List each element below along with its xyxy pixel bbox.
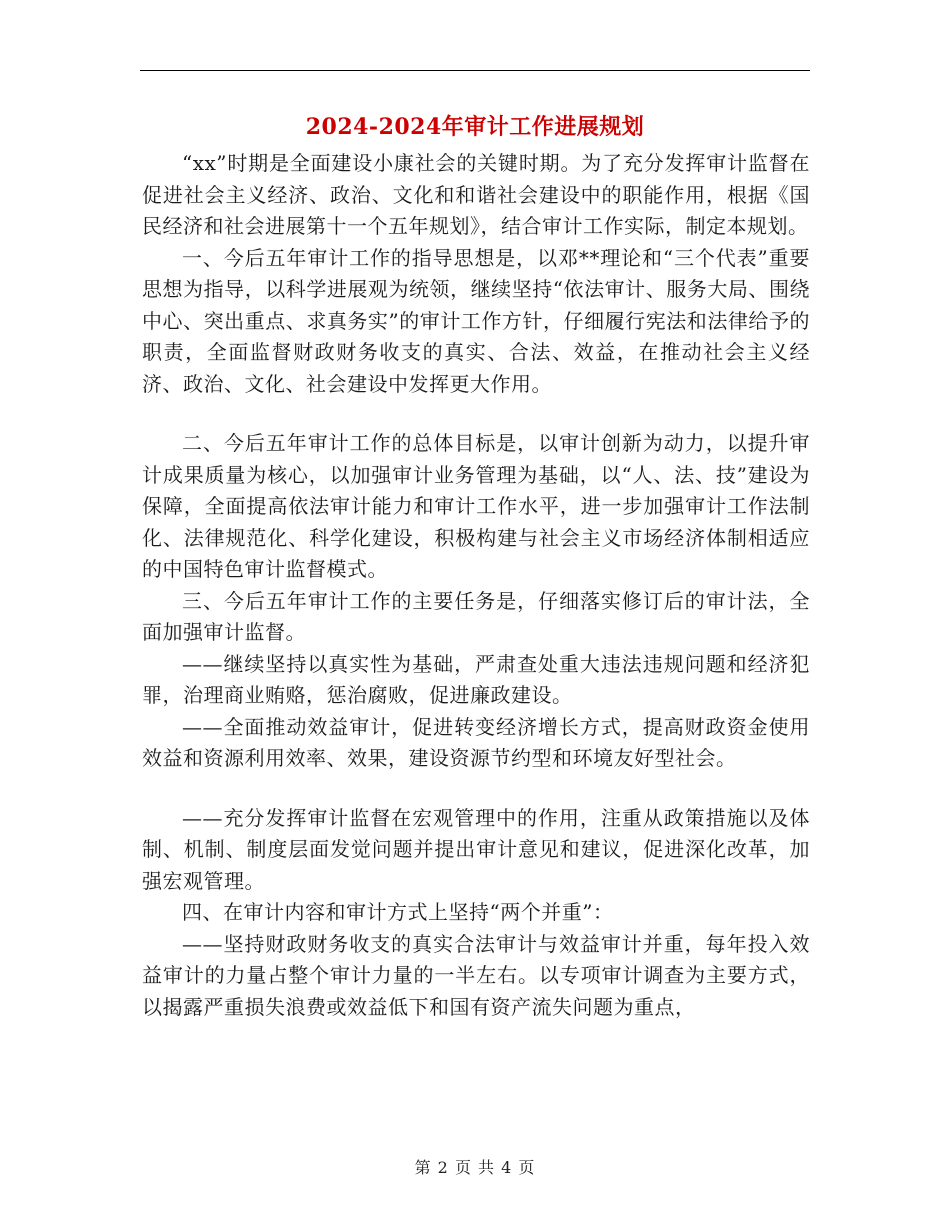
document-title: 2024-2024年审计工作进展规划 bbox=[305, 114, 645, 140]
paragraph-intro: “xx”时期是全面建设小康社会的关键时期。为了充分发挥审计监督在促进社会主义经济、政治、文化和和谐社会建设中的职能作用，根据《国民经济和社会进展第十一个五年规划》，结合审计工作实际，制定本规划。 bbox=[142, 151, 810, 238]
paragraph-guiding-thought: 一、今后五年审计工作的指导思想是，以邓**理论和“三个代表”重要思想为指导，以科学进展观为统领，继续坚持“依法审计、服务大局、围绕中心、突出重点、求真务实”的审计工作方针，仔细履行宪法和法律给予的职责，全面监督财政财务收支的真实、合法、效益，在推动社会主义经济、政治、文化、社会建设中发挥更大作用。 bbox=[142, 245, 810, 396]
paragraph-overall-goal: 二、今后五年审计工作的总体目标是，以审计创新为动力，以提升审计成果质量为核心，以加强审计业务管理为基础，以“人、法、技”建设为保障，全面提高依法审计能力和审计工作水平，进一步加强审计工作法制化、法律规范化、科学化建设，积极构建与社会主义市场经济体制相适应的中国特色审计监督模式。 bbox=[142, 431, 810, 581]
paragraph-main-tasks: 三、今后五年审计工作的主要任务是，仔细落实修订后的审计法，全面加强审计监督。 bbox=[142, 588, 810, 644]
paragraph-emphasis-detail: ——坚持财政财务收支的真实合法审计与效益审计并重，每年投入效益审计的力量占整个审计力量的一半左右。以专项审计调查为主要方式，以揭露严重损失浪费或效益低下和国有资产流失问题为重点， bbox=[142, 931, 810, 1019]
document-body bbox=[142, 148, 810, 1023]
header-rule bbox=[140, 70, 810, 71]
page-number: 第 2 页 共 4 页 bbox=[414, 1158, 536, 1177]
paragraph-two-emphases: 四、在审计内容和审计方式上坚持“两个并重”： bbox=[182, 900, 614, 924]
paragraph-task-authenticity: ——继续坚持以真实性为基础，严肃查处重大违法违规问题和经济犯罪，治理商业贿赂，惩治腐败，促进廉政建设。 bbox=[142, 651, 810, 707]
paragraph-task-macro: ——充分发挥审计监督在宏观管理中的作用，注重从政策措施以及体制、机制、制度层面发觉问题并提出审计意见和建议，促进深化改革，加强宏观管理。 bbox=[142, 805, 810, 893]
paragraph-task-efficiency: ——全面推动效益审计，促进转变经济增长方式，提高财政资金使用效益和资源利用效率、效果，建设资源节约型和环境友好型社会。 bbox=[142, 714, 810, 770]
